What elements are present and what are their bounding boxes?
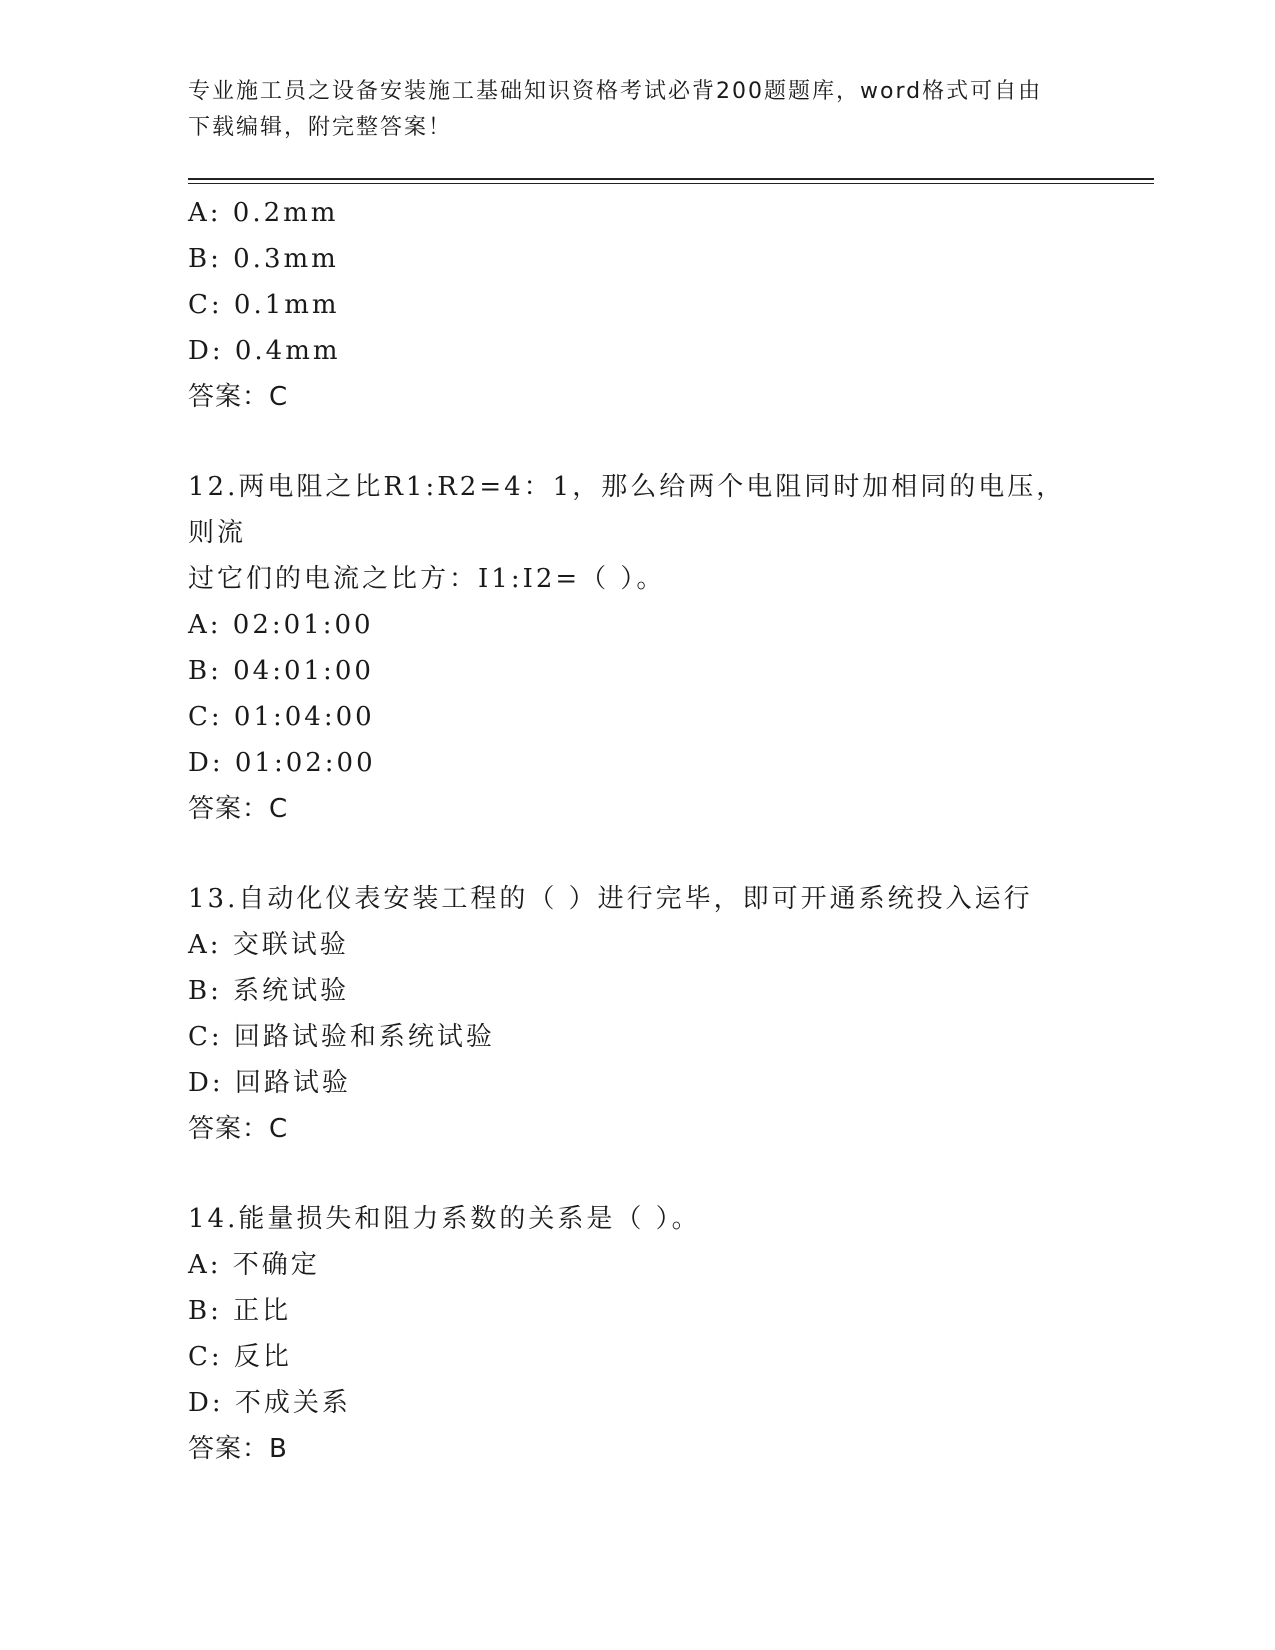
answer-line: 答案：B xyxy=(188,1434,288,1464)
answer-line: 答案：C xyxy=(188,794,289,824)
option-a: A: 不确定 xyxy=(188,1250,320,1280)
option-a: A: 02:01:00 xyxy=(188,610,374,640)
option-d: D: 01:02:00 xyxy=(188,748,376,778)
question-list xyxy=(188,190,1138,1472)
question-stem-line-1: 13.自动化仪表安装工程的（ ）进行完毕，即可开通系统投入运行 xyxy=(188,884,1033,914)
option-c: C: 0.1mm xyxy=(188,290,340,320)
option-c: C: 反比 xyxy=(188,1342,292,1372)
option-d: D: 回路试验 xyxy=(188,1068,351,1098)
option-b: B: 正比 xyxy=(188,1296,292,1326)
question-14 xyxy=(188,1196,1138,1472)
option-d: D: 0.4mm xyxy=(188,336,341,366)
header-title-line-1: 专业施工员之设备安装施工基础知识资格考试必背200题题库，word格式可自由 xyxy=(188,79,1043,104)
question-11 xyxy=(188,190,1138,420)
option-c: C: 回路试验和系统试验 xyxy=(188,1022,495,1052)
answer-line: 答案：C xyxy=(188,382,289,412)
option-b: B: 04:01:00 xyxy=(188,656,374,686)
option-a: A: 0.2mm xyxy=(188,198,339,228)
question-12 xyxy=(188,464,1138,832)
header-title-line-2: 下载编辑，附完整答案！ xyxy=(188,115,453,140)
option-a: A: 交联试验 xyxy=(188,930,349,960)
option-d: D: 不成关系 xyxy=(188,1388,351,1418)
answer-line: 答案：C xyxy=(188,1114,289,1144)
question-stem-line-1: 12.两电阻之比R1:R2=4：1，那么给两个电阻同时加相同的电压，则流 xyxy=(188,472,1066,548)
option-b: B: 0.3mm xyxy=(188,244,339,274)
header-divider xyxy=(188,178,1154,184)
question-stem-line-1: 14.能量损失和阻力系数的关系是（ ）。 xyxy=(188,1204,701,1234)
option-b: B: 系统试验 xyxy=(188,976,350,1006)
question-stem-line-2: 过它们的电流之比方：I1:I2=（ ）。 xyxy=(188,564,666,594)
option-c: C: 01:04:00 xyxy=(188,702,375,732)
document-header xyxy=(188,74,1088,146)
question-13 xyxy=(188,876,1138,1152)
